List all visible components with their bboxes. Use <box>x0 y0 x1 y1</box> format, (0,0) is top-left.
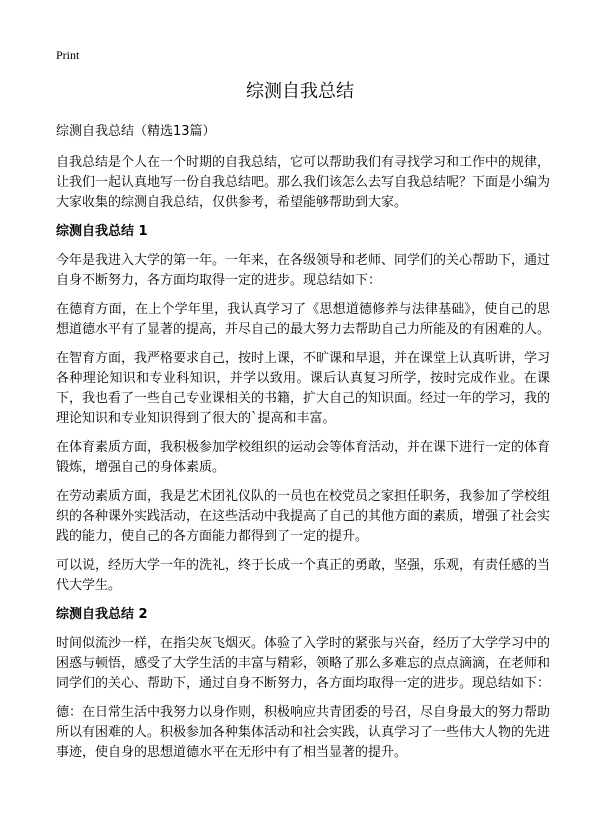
paragraph: 德：在日常生活中我努力以身作则，积极响应共青团委的号召，尽自身最大的努力帮助所以有困难的人。积极参加各种集体活动和社会实践，认真学习了一些伟大人物的先进事迹，使自身的思想道德水平在无形中有了相当显著的提升。 <box>56 705 551 760</box>
page-title: 综测自我总结 <box>246 81 354 102</box>
document-subtitle: 综测自我总结（精选13篇） <box>56 124 216 139</box>
paragraph: 在体育素质方面，我积极参加学校组织的运动会等体育活动，并在课下进行一定的体育锻炼，增强自己的身体素质。 <box>56 440 551 475</box>
paragraph: 在智育方面，我严格要求自己，按时上课，不旷课和早退，并在课堂上认真听讲，学习各种理论知识和专业科知识，并学以致用。课后认真复习所学，按时完成作业。在课下，我也看了一些自己专业课相关的书籍，扩大自己的知识面。经过一年的学习，我的理论知识和专业知识得到了很大的`提高和丰富。 <box>56 351 551 426</box>
document-body <box>56 122 550 772</box>
section-heading: 综测自我总结 1 <box>56 224 148 239</box>
paragraph: 在劳动素质方面，我是艺术团礼仪队的一员也在校党员之家担任职务，我参加了学校组织的各种课外实践活动，在这些活动中我提高了自己的其他方面的素质，增强了社会实践的能力，使自己的各方面能力都得到了一定的提升。 <box>56 489 551 544</box>
paragraph: 在德育方面，在上个学年里，我认真学习了《思想道德修养与法律基础》，使自己的思想道德水平有了显著的提高，并尽自己的最大努力去帮助自己力所能及的有困难的人。 <box>56 302 551 337</box>
print-label: Print <box>56 48 80 62</box>
paragraph: 可以说，经历大学一年的洗礼，终于长成一个真正的勇敢，坚强，乐观，有责任感的当代大学生。 <box>56 558 551 593</box>
paragraph: 今年是我进入大学的第一年。一年来，在各级领导和老师、同学们的关心帮助下，通过自身不断努力，各方面均取得一定的进步。现总结如下： <box>56 253 551 288</box>
paragraph: 时间似流沙一样，在指尖灰飞烟灭。体验了入学时的紧张与兴奋，经历了大学学习中的困惑与顿悟，感受了大学生活的丰富与精彩，领略了那么多难忘的点点滴滴，在老师和同学们的关心、帮助下，通过自身不断努力，各方面均取得一定的进步。现总结如下： <box>56 636 551 691</box>
section-heading: 综测自我总结 2 <box>56 607 148 622</box>
intro-paragraph: 自我总结是个人在一个时期的自我总结，它可以帮助我们有寻找学习和工作中的规律，让我们一起认真地写一份自我总结吧。那么我们该怎么去写自我总结呢？下面是小编为大家收集的综测自我总结，仅供参考，希望能够帮助到大家。 <box>56 155 551 210</box>
